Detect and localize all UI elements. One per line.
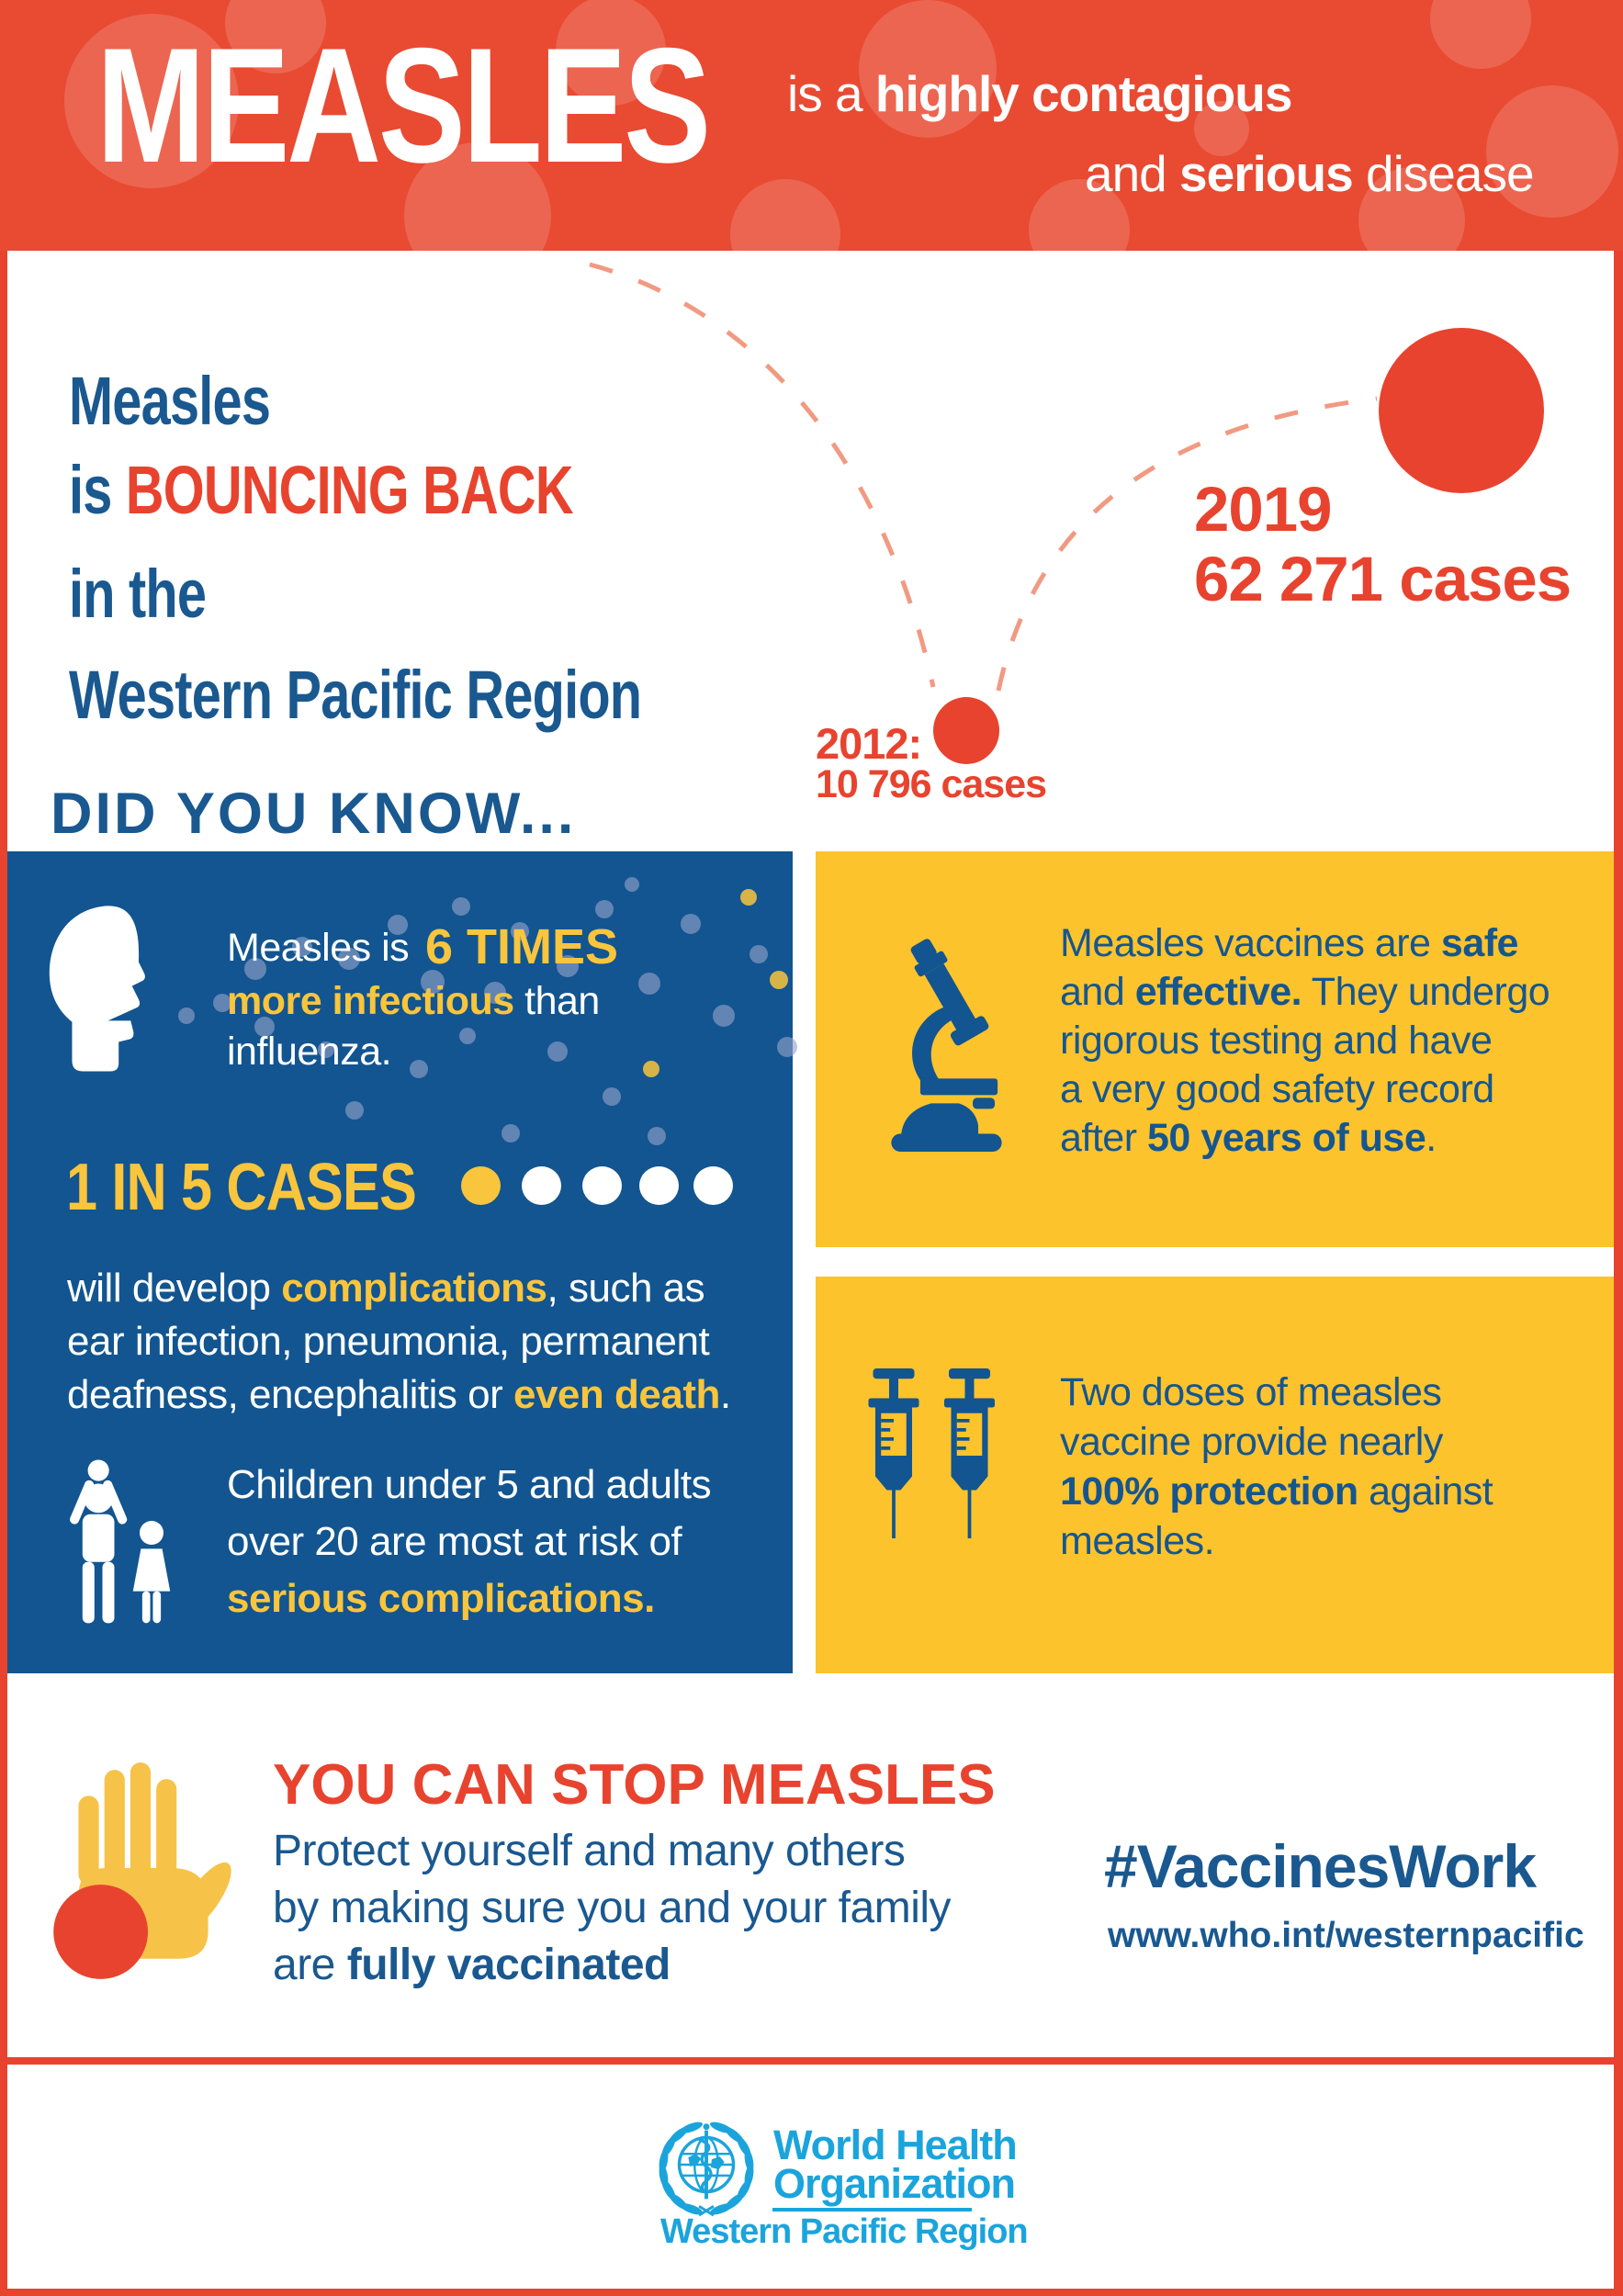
case-dot-2019 [1379,328,1544,493]
page-border-right [1614,251,1623,2296]
decor-circle [1430,0,1531,69]
header-banner [0,0,1623,251]
stop-hand-icon [51,1759,236,1991]
fact1-sixtimes: 6 TIMES [425,919,619,974]
bounce-heading-line3: in the [69,556,207,632]
ybox1-line4: a very good safety record [1060,1067,1494,1111]
fact2-line1: will develop complications, such as [67,1266,705,1311]
droplet-dot [750,945,768,963]
tagline-line1: is a highly contagious [787,65,1292,122]
stop-line3: are fully vaccinated [273,1941,671,1989]
ratio-dot-filled [461,1166,501,1205]
droplet-dot [459,1028,476,1044]
decor-circle [730,179,840,251]
bounce-heading-line1: Measles [69,363,271,439]
fact3-line3: serious complications. [227,1576,655,1621]
fact1-line1: Measles is [227,926,410,970]
stop-measles-heading: YOU CAN STOP MEASLES [273,1753,996,1817]
ratio-dot [522,1166,561,1205]
label-2012-cases: 10 796 cases [816,762,1047,806]
ybox2-line1: Two doses of measles [1060,1370,1442,1414]
fact2-line2: ear infection, pneumonia, permanent [67,1319,710,1364]
hashtag-vaccineswork: #VaccinesWork [1104,1832,1537,1900]
tagline-line2: and serious disease [1085,145,1534,202]
fact1-line3: influenza. [227,1030,392,1074]
droplet-dot [681,914,701,934]
ratio-dot [693,1166,733,1205]
footer-divider [0,2057,1623,2065]
who-name-line1: World Health [773,2122,1017,2168]
droplet-dot [178,1007,195,1024]
did-you-know-heading: DID YOU KNOW... [51,782,577,846]
droplet-dot [410,1060,428,1078]
droplet-dot [452,897,470,916]
who-emblem-icon [652,2112,761,2221]
speaking-head-icon [44,903,177,1077]
droplet-dot [638,973,660,995]
ybox2-line3: 100% protection against [1060,1469,1493,1514]
droplet-dot [740,889,757,906]
fact1-line2: more infectious than [227,979,600,1023]
ybox1-line5: after 50 years of use. [1060,1116,1437,1160]
who-url: www.who.int/westernpacific [1108,1916,1584,1955]
fact2-heading: 1 IN 5 CASES [66,1151,416,1224]
fact3-line2: over 20 are most at risk of [227,1519,682,1564]
who-region-label: Western Pacific Region [660,2212,1028,2251]
label-2012-year: 2012: [816,719,922,768]
ratio-dot [639,1166,679,1205]
droplet-dot [777,1037,797,1057]
ybox2-line2: vaccine provide nearly [1060,1420,1443,1464]
page-border-left [0,251,7,2296]
ybox1-line2: and effective. They undergo [1060,970,1550,1014]
ybox1-line3: rigorous testing and have [1060,1019,1493,1063]
bounce-heading-line4: Western Pacific Region [69,657,642,733]
fact3-line1: Children under 5 and adults [227,1462,712,1507]
droplet-dot [770,971,788,989]
droplet-dot [603,1087,621,1106]
label-2019-year: 2019 [1194,474,1332,545]
label-2019-cases: 62 271 cases [1194,544,1572,614]
fact2-line3: deafness, encephalitis or even death. [67,1372,731,1417]
droplet-dot [648,1127,666,1145]
droplet-dot [643,1061,659,1077]
stop-line1: Protect yourself and many others [273,1827,906,1875]
ybox1-line1: Measles vaccines are safe [1060,921,1518,965]
ybox2-line4: measles. [1060,1519,1215,1563]
droplet-dot [502,1124,520,1142]
poster-title: MEASLES [96,14,708,197]
bounce-heading-line2: is BOUNCING BACK [69,452,573,528]
droplet-dot [595,900,614,918]
who-underline [772,2208,972,2212]
droplet-dot [345,1101,364,1120]
droplet-dot [547,1041,568,1062]
stop-line2: by making sure you and your family [273,1884,952,1932]
page-border-bottom [0,2289,1623,2296]
who-name-line2: Organization [773,2160,1016,2207]
droplet-dot [625,877,639,892]
droplet-dot [713,1005,735,1027]
family-icon [48,1458,181,1631]
case-dot-2012 [933,697,999,764]
microscope-icon [884,929,1023,1154]
syringe-icon [862,1368,1018,1543]
ratio-dot [582,1166,622,1205]
